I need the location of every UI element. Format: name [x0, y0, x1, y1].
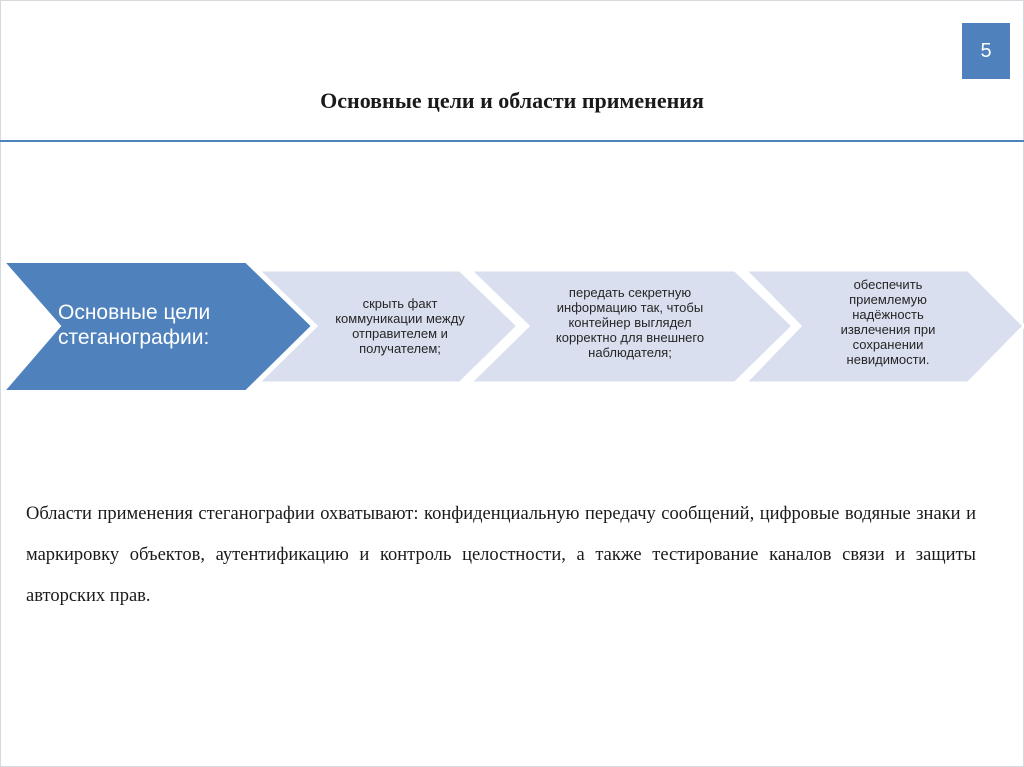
page-number: 5 — [980, 39, 992, 62]
slide-title: Основные цели и области применения — [320, 88, 704, 113]
title-divider — [0, 140, 1024, 142]
step-2-text: передать секретную информацию так, чтобы контейнер выглядел корректно для внешнего наблюдателя; — [555, 285, 705, 360]
applications-paragraph: Области применения стеганографии охватывают: конфиденциальную передачу сообщений, цифровые водяные знаки и маркировку объектов, аутентификацию и контроль целостности, а также тестирование каналов связи и защиты авторских прав. — [26, 504, 976, 606]
page-number-badge — [962, 23, 1010, 79]
main-goal-label: Основные цели стеганографии: — [58, 301, 211, 349]
step-1-text: скрыть факт коммуникации между отправителем и получателем; — [335, 296, 465, 356]
step-3-text: обеспечить приемлемую надёжность извлечения при сохранении невидимости. — [840, 277, 936, 367]
